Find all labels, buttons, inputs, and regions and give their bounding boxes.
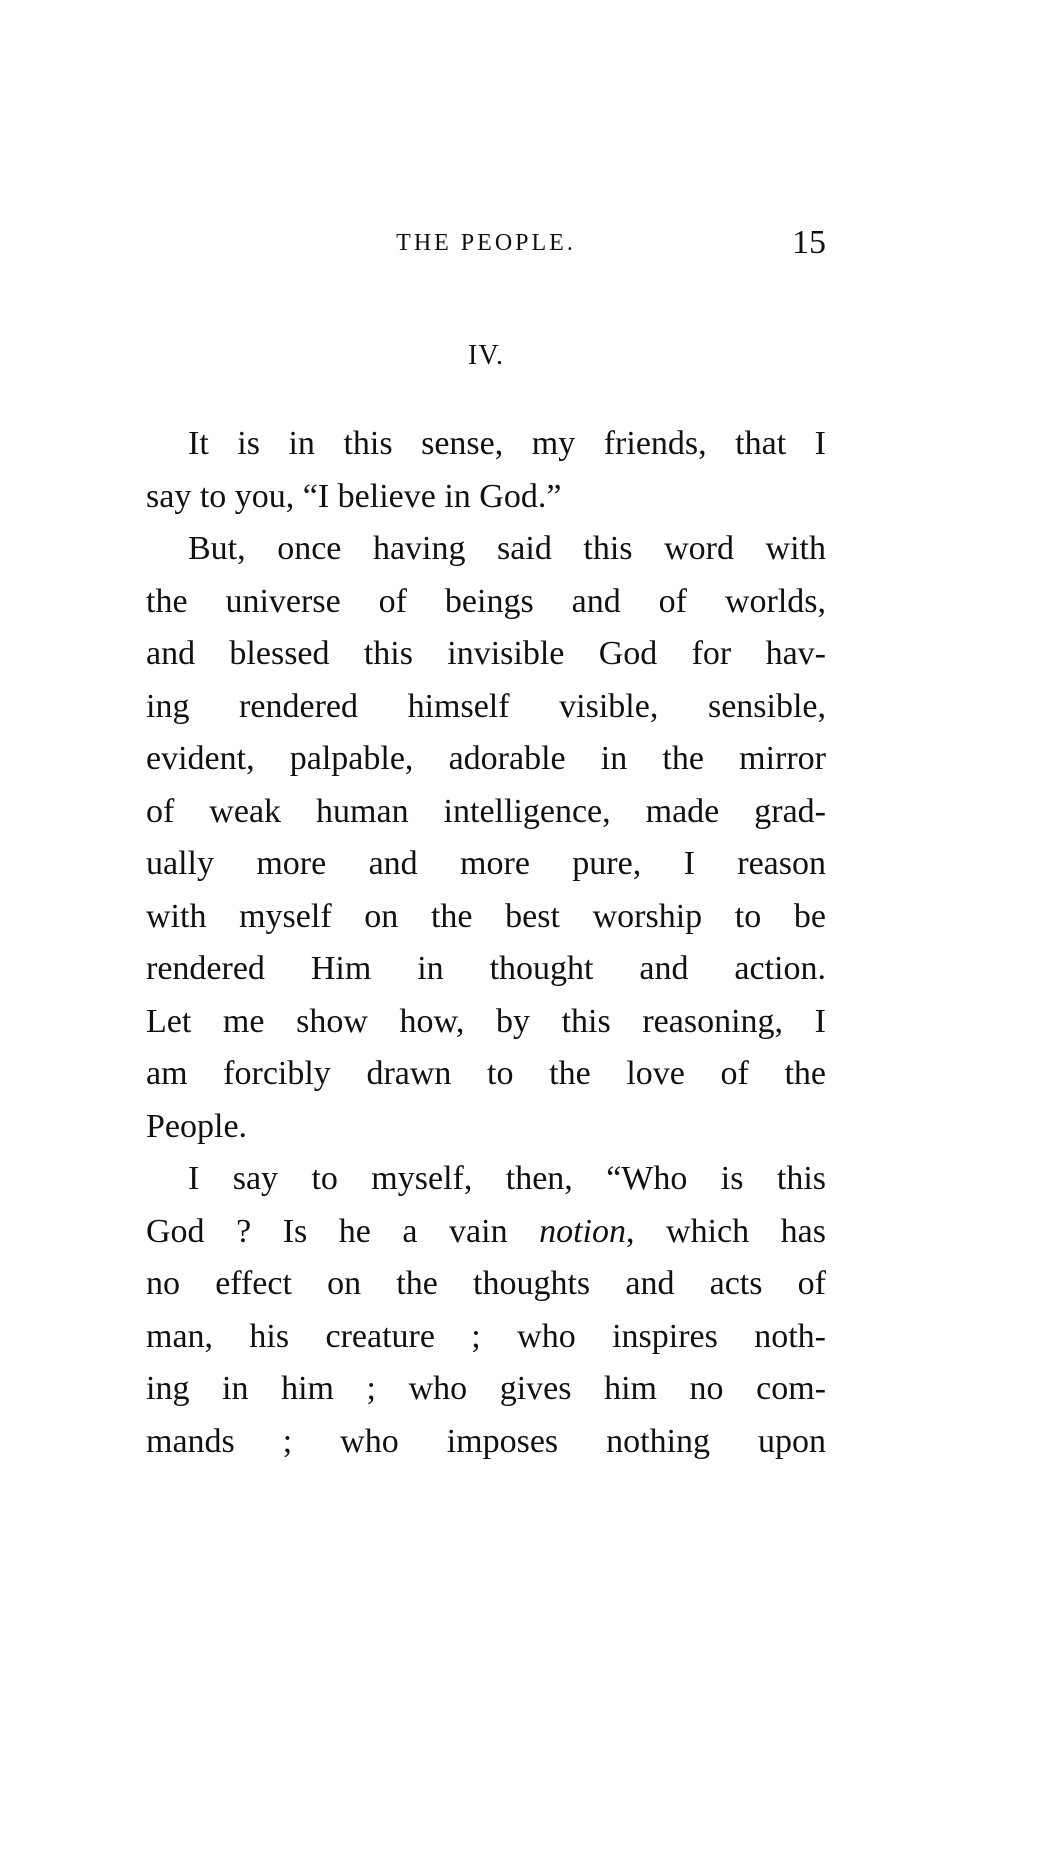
text-line: man, his creature ; who inspires noth- [146, 1317, 826, 1355]
emphasis-notion: notion [539, 1212, 627, 1250]
page-number: 15 [792, 224, 826, 261]
text-line: evident, palpable, adorable in the mirror [146, 740, 826, 777]
text-line: rendered Him in thought and action. [146, 950, 826, 987]
text-line: mands ; who imposes nothing upon [146, 1422, 826, 1460]
text-line: with myself on the best worship to be [146, 897, 826, 935]
text-line: But, once having said this word with [188, 530, 826, 567]
text-line: ing in him ; who gives him no com- [146, 1370, 826, 1407]
text-line: of weak human intelligence, made grad- [146, 792, 826, 830]
text-line: and blessed this invisible God for hav- [146, 635, 826, 672]
text-run: God ? Is he a vain [146, 1212, 540, 1250]
text-line: say to you, “I believe in God.” [146, 477, 562, 515]
text-line: Let me show how, by this reasoning, I [146, 1002, 826, 1040]
text-line: People. [146, 1107, 248, 1145]
text-line: am forcibly drawn to the love of the [146, 1055, 826, 1092]
text-line: no effect on the thoughts and acts of [146, 1265, 826, 1302]
text-run: , which has [626, 1212, 826, 1250]
text-line: I say to myself, then, “Who is this [188, 1160, 826, 1197]
section-heading: IV. [468, 340, 504, 371]
text-line-with-emphasis [146, 1206, 826, 1259]
running-head [146, 224, 826, 264]
text-line: It is in this sense, my friends, that I [188, 425, 826, 462]
text-line: ually more and more pure, I reason [146, 845, 826, 882]
body-text [146, 418, 826, 1468]
text-line: the universe of beings and of worlds, [146, 582, 826, 620]
running-title: THE PEOPLE. [396, 230, 576, 256]
text-line: ing rendered himself visible, sensible, [146, 687, 826, 725]
